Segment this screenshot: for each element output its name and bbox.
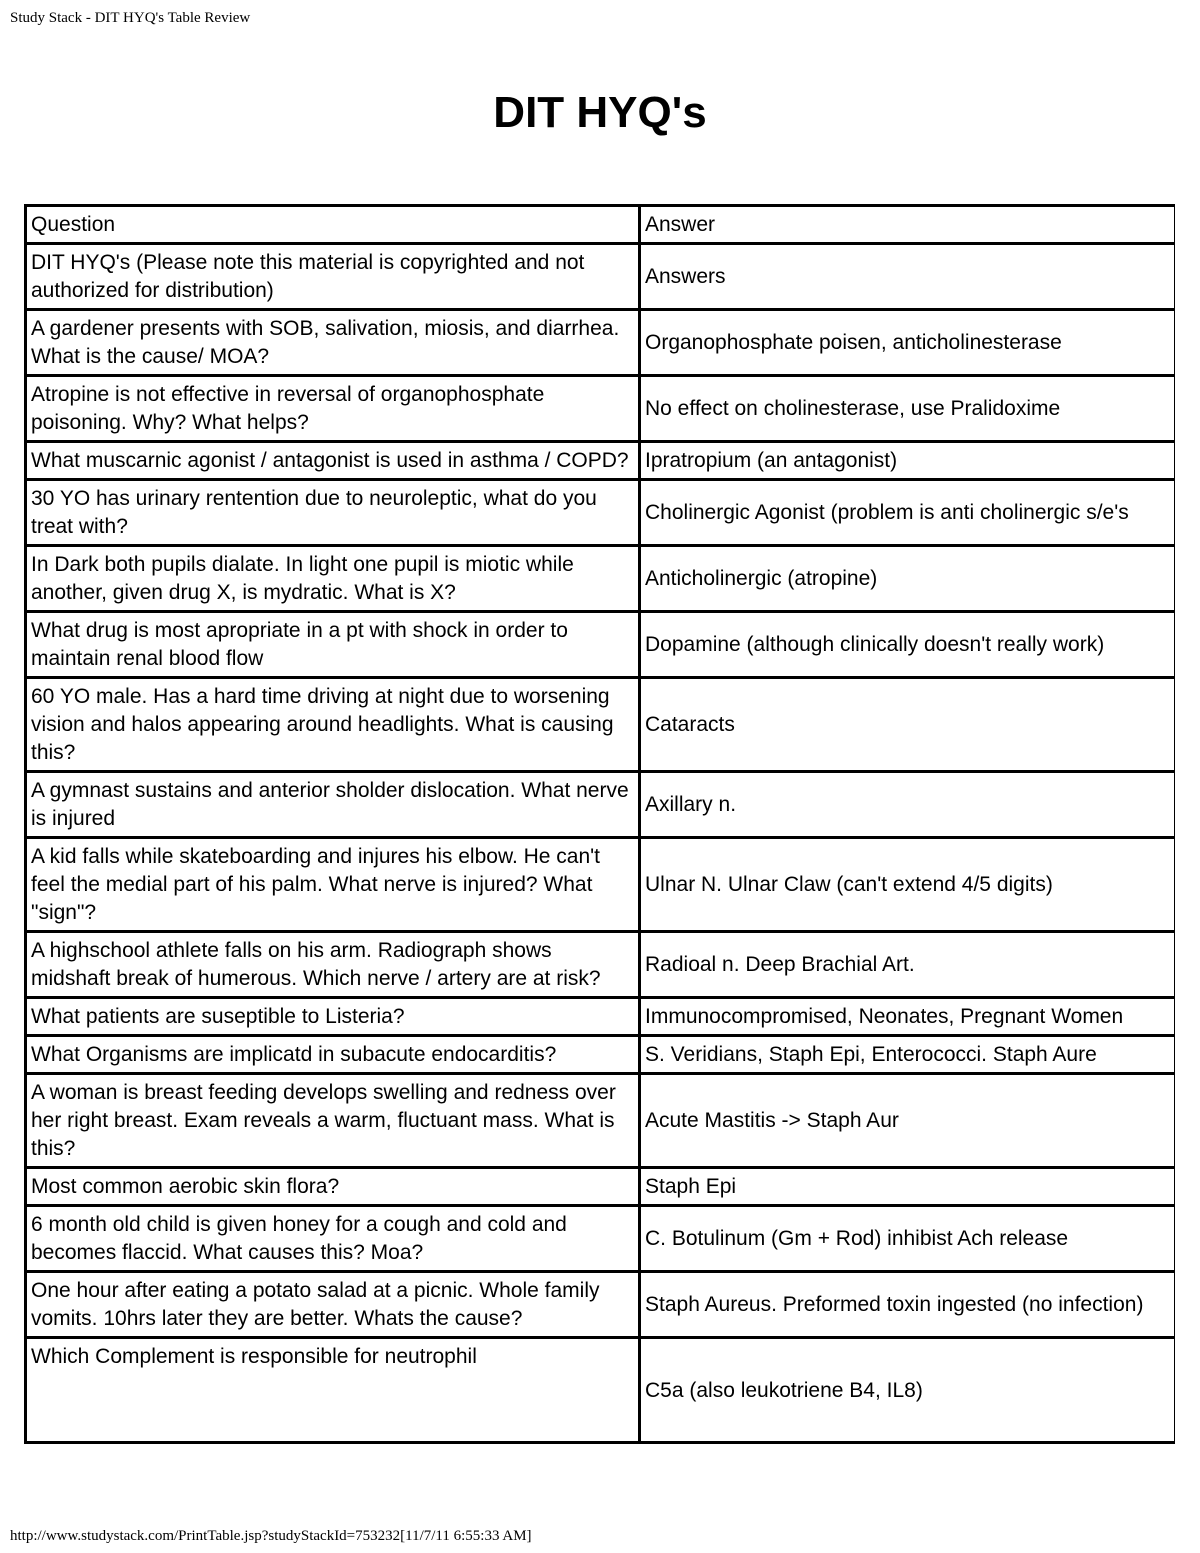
question-cell: What Organisms are implicatd in subacute endocarditis? [26,1036,640,1074]
question-cell: 60 YO male. Has a hard time driving at night due to worsening vision and halos appearing around headlights. What is causing this? [26,678,640,772]
table-row [26,1338,1176,1443]
question-cell: Which Complement is responsible for neutrophil [26,1338,640,1443]
table-row [26,772,1176,838]
table-row [26,838,1176,932]
answer-cell: Staph Aureus. Preformed toxin ingested (no infection) [640,1272,1176,1338]
table-row [26,546,1176,612]
answer-cell: Radioal n. Deep Brachial Art. [640,932,1176,998]
answer-cell: Answers [640,244,1176,310]
question-cell: 30 YO has urinary rentention due to neuroleptic, what do you treat with? [26,480,640,546]
answer-cell: Cholinergic Agonist (problem is anti cholinergic s/e's [640,480,1176,546]
question-cell: A highschool athlete falls on his arm. Radiograph shows midshaft break of humerous. Which nerve / artery are at risk? [26,932,640,998]
answer-cell: C. Botulinum (Gm + Rod) inhibist Ach release [640,1206,1176,1272]
table-row [26,244,1176,310]
answer-cell: Acute Mastitis -> Staph Aur [640,1074,1176,1168]
page-title: DIT HYQ's [493,88,707,137]
question-cell: A woman is breast feeding develops swelling and redness over her right breast. Exam reveals a warm, fluctuant mass. What is this? [26,1074,640,1168]
question-cell: What patients are suseptible to Listeria? [26,998,640,1036]
header-question: Question [26,206,640,244]
qa-table [24,204,1175,1444]
table-row [26,678,1176,772]
answer-cell: Organophosphate poisen, anticholinesterase [640,310,1176,376]
page-header: Study Stack - DIT HYQ's Table Review [10,10,251,26]
table-row [26,310,1176,376]
answer-cell: No effect on cholinesterase, use Pralidoxime [640,376,1176,442]
table-row [26,932,1176,998]
answer-cell: Staph Epi [640,1168,1176,1206]
question-cell: DIT HYQ's (Please note this material is copyrighted and not authorized for distribution) [26,244,640,310]
answer-cell: Immunocompromised, Neonates, Pregnant Women [640,998,1176,1036]
question-cell: A gymnast sustains and anterior sholder dislocation. What nerve is injured [26,772,640,838]
table-row [26,1074,1176,1168]
table-row [26,442,1176,480]
question-cell: Most common aerobic skin flora? [26,1168,640,1206]
table-row [26,376,1176,442]
table-container [24,204,1175,1482]
answer-cell: S. Veridians, Staph Epi, Enterococci. Staph Aure [640,1036,1176,1074]
answer-cell: Anticholinergic (atropine) [640,546,1176,612]
table-row [26,1036,1176,1074]
table-row [26,612,1176,678]
answer-cell: Ulnar N. Ulnar Claw (can't extend 4/5 digits) [640,838,1176,932]
table-header-row [26,206,1176,244]
answer-cell: Ipratropium (an antagonist) [640,442,1176,480]
question-cell: Atropine is not effective in reversal of organophosphate poisoning. Why? What helps? [26,376,640,442]
table-row [26,480,1176,546]
question-cell: A gardener presents with SOB, salivation, miosis, and diarrhea. What is the cause/ MOA? [26,310,640,376]
question-cell: One hour after eating a potato salad at a picnic. Whole family vomits. 10hrs later they are better. Whats the cause? [26,1272,640,1338]
table-row [26,1206,1176,1272]
question-cell: In Dark both pupils dialate. In light one pupil is miotic while another, given drug X, is mydratic. What is X? [26,546,640,612]
table-row [26,998,1176,1036]
table-row [26,1272,1176,1338]
question-cell: What drug is most apropriate in a pt with shock in order to maintain renal blood flow [26,612,640,678]
answer-cell: Axillary n. [640,772,1176,838]
table-row [26,1168,1176,1206]
question-cell: 6 month old child is given honey for a cough and cold and becomes flaccid. What causes this? Moa? [26,1206,640,1272]
question-cell: A kid falls while skateboarding and injures his elbow. He can't feel the medial part of his palm. What nerve is injured? What "sign"? [26,838,640,932]
page-footer-url: http://www.studystack.com/PrintTable.jsp?studyStackId=753232[11/7/11 6:55:33 AM] [10,1528,532,1544]
header-answer: Answer [640,206,1176,244]
answer-cell: C5a (also leukotriene B4, IL8) [640,1338,1176,1443]
question-cell: What muscarnic agonist / antagonist is used in asthma / COPD? [26,442,640,480]
answer-cell: Dopamine (although clinically doesn't really work) [640,612,1176,678]
answer-cell: Cataracts [640,678,1176,772]
